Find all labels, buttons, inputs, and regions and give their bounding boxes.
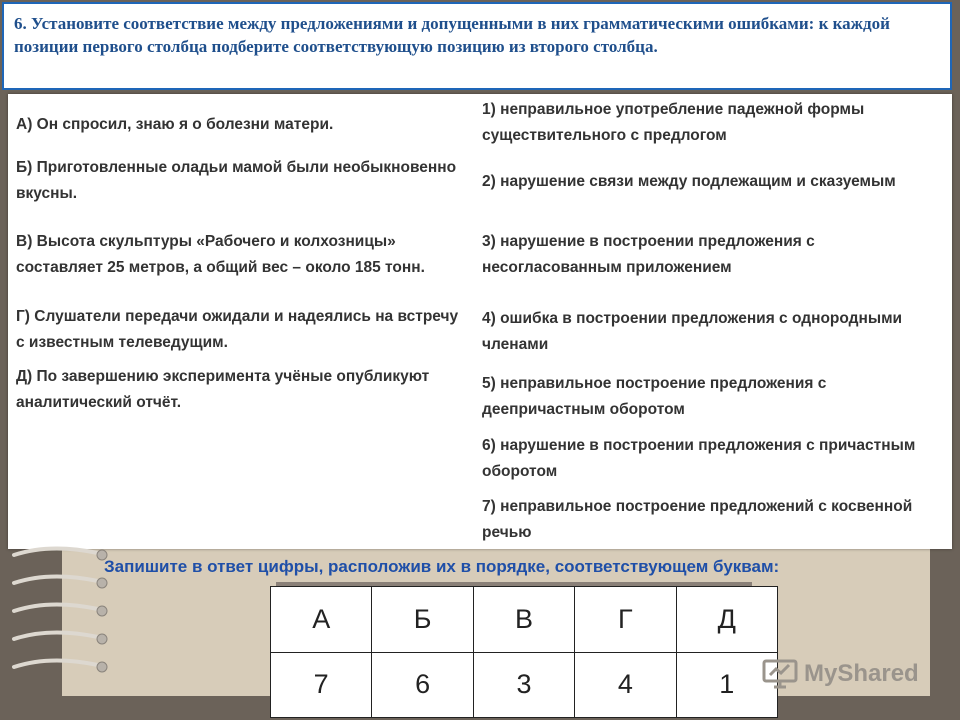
answer-header-a: А (271, 587, 372, 653)
error-1: 1) неправильное употребление падежной формы существительного с предлогом (482, 101, 865, 144)
watermark-text: MyShared (804, 660, 919, 687)
answer-value-v: 3 (473, 652, 574, 718)
error-7: 7) неправильное построение предложений с косвенной речью (482, 498, 913, 541)
error-2: 2) нарушение связи между подлежащим и сказуемым (482, 173, 896, 190)
presentation-screen-icon (762, 659, 798, 689)
sentence-a: А) Он спросил, знаю я о болезни матери. (16, 116, 334, 133)
myshared-watermark (762, 652, 919, 696)
sentence-g: Г) Слушатели передачи ожидали и надеялись на встречу с известным телеведущим. (16, 308, 459, 351)
answer-table (270, 586, 778, 718)
answer-header-v: В (473, 587, 574, 653)
task-title (2, 2, 952, 90)
spiral-ring (14, 632, 107, 644)
answer-value-d: 1 (676, 652, 777, 718)
error-6: 6) нарушение в построении предложения с причастным оборотом (482, 437, 916, 480)
answer-value-a: 7 (271, 652, 372, 718)
error-5: 5) неправильное построение предложения с деепричастным оборотом (482, 375, 827, 418)
spiral-ring (14, 548, 107, 560)
answer-value-g: 4 (575, 652, 676, 718)
sentence-d: Д) По завершению эксперимента учёные опубликуют аналитический отчёт. (16, 368, 430, 411)
answer-header-b: Б (372, 587, 473, 653)
sentence-v: В) Высота скульптуры «Рабочего и колхозницы» составляет 25 метров, а общий вес – около 185 тонн. (16, 233, 425, 276)
error-3: 3) нарушение в построении предложения с несогласованным приложением (482, 233, 815, 276)
spiral-ring (14, 660, 107, 672)
answer-value-row (271, 652, 778, 718)
answer-header-g: Г (575, 587, 676, 653)
sentence-b: Б) Приготовленные оладьи мамой были необыкновенно вкусны. (16, 159, 457, 202)
error-4: 4) ошибка в построении предложения с однородными членами (482, 310, 903, 353)
answer-instruction: Запишите в ответ цифры, расположив их в порядке, соответствующем буквам: (104, 557, 780, 576)
answer-header-d: Д (676, 587, 777, 653)
answer-value-b: 6 (372, 652, 473, 718)
matching-table (8, 94, 952, 549)
answer-header-row (271, 587, 778, 653)
task-title-text: 6. Установите соответствие между предложениями и допущенными в них грамматическими ошибками: к каждой позиции первого столбца подберите соответствующую позицию из второго столбца. (14, 14, 890, 56)
spiral-ring (14, 604, 107, 616)
spiral-ring (14, 576, 107, 588)
